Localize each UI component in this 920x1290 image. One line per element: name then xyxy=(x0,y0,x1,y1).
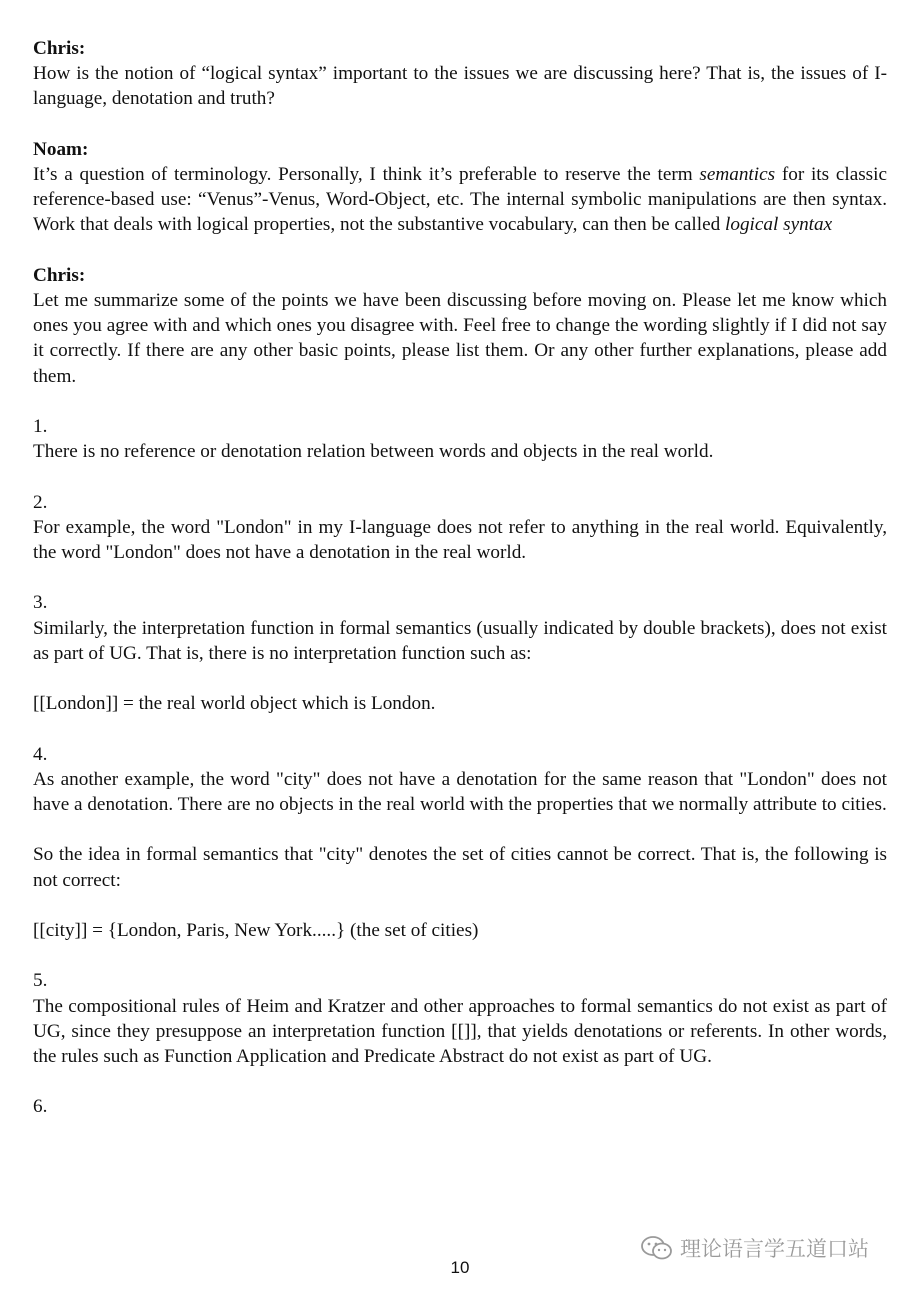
paragraph xyxy=(33,439,887,464)
blank-line xyxy=(33,112,887,137)
text-run: for its classic reference-based use: “Venus”-Venus, Word-Object, etc. The internal symbolic manipulations are then syntax. Work that deals with logical properties, not the substantive vocabulary, can then be called xyxy=(33,164,887,236)
blank-line xyxy=(33,893,887,918)
text-run: [[city]] = {London, Paris, New York.....} (the set of cities) xyxy=(33,919,479,941)
text-run: How is the notion of “logical syntax” important to the issues we are discussing here? That is, the issues of I-language, denotation and truth? xyxy=(33,63,887,110)
blank-line xyxy=(33,238,887,263)
blank-line xyxy=(33,464,887,489)
paragraph xyxy=(33,691,887,716)
paragraph xyxy=(33,61,887,111)
document-body xyxy=(33,36,887,1120)
blank-line xyxy=(33,817,887,842)
italic-term: semantics xyxy=(699,164,776,185)
paragraph xyxy=(33,842,887,892)
paragraph xyxy=(33,767,887,817)
blank-line xyxy=(33,1069,887,1094)
text-run: Let me summarize some of the points we have been discussing before moving on. Please let me know which ones you agree with and which ones you disagree with. Feel free to change the wording slightly if I did not say it correctly. If there are any other basic points, please list them. Or any other further explanations, please add them. xyxy=(33,290,887,387)
watermark xyxy=(640,1233,869,1263)
paragraph xyxy=(33,515,887,565)
blank-line xyxy=(33,389,887,414)
text-run: The compositional rules of Heim and Kratzer and other approaches to formal semantics do not exist as part of UG, since they presuppose an interpretation function [[]], that yields denotations or referents. In other words, the rules such as Function Application and Predicate Abstract do not exist as part of UG. xyxy=(33,995,887,1067)
list-number: 2. xyxy=(33,491,48,513)
list-number: 3. xyxy=(33,592,48,614)
text-run: Similarly, the interpretation function in formal semantics (usually indicated by double brackets), does not exist as part of UG. That is, there is no interpretation function such as: xyxy=(33,617,887,664)
list-number: 6. xyxy=(33,1096,48,1118)
paragraph xyxy=(33,994,887,1070)
paragraph xyxy=(33,288,887,389)
list-number: 5. xyxy=(33,970,48,992)
speaker-label: Chris: xyxy=(33,264,86,286)
paragraph xyxy=(33,616,887,666)
speaker-label: Chris: xyxy=(33,38,86,59)
blank-line xyxy=(33,565,887,590)
italic-term: logical syntax xyxy=(725,214,833,236)
list-number: 4. xyxy=(33,743,48,765)
blank-line xyxy=(33,666,887,691)
text-run: So the idea in formal semantics that "city" denotes the set of cities cannot be correct. That is, the following is not correct: xyxy=(33,844,887,891)
text-run: [[London]] = the real world object which is London. xyxy=(33,693,436,715)
list-number: 1. xyxy=(33,416,48,437)
text-run: There is no reference or denotation relation between words and objects in the real world. xyxy=(33,441,714,463)
text-run: For example, the word "London" in my I-language does not refer to anything in the real world. Equivalently, the word "London" does not have a denotation in the real world. xyxy=(33,516,887,563)
wechat-icon xyxy=(640,1235,674,1261)
watermark-text: 理论语言学五道口站 xyxy=(680,1237,869,1261)
blank-line xyxy=(33,716,887,741)
speaker-label: Noam: xyxy=(33,138,89,160)
paragraph xyxy=(33,918,887,943)
paragraph xyxy=(33,162,887,238)
text-run: It’s a question of terminology. Personally, I think it’s preferable to reserve the term xyxy=(33,164,700,185)
page-number: 10 xyxy=(450,1258,470,1277)
text-run: As another example, the word "city" does not have a denotation for the same reason that "London" does not have a denotation. There are no objects in the real world with the properties that we normally attribute to cities. xyxy=(33,768,887,815)
blank-line xyxy=(33,943,887,968)
